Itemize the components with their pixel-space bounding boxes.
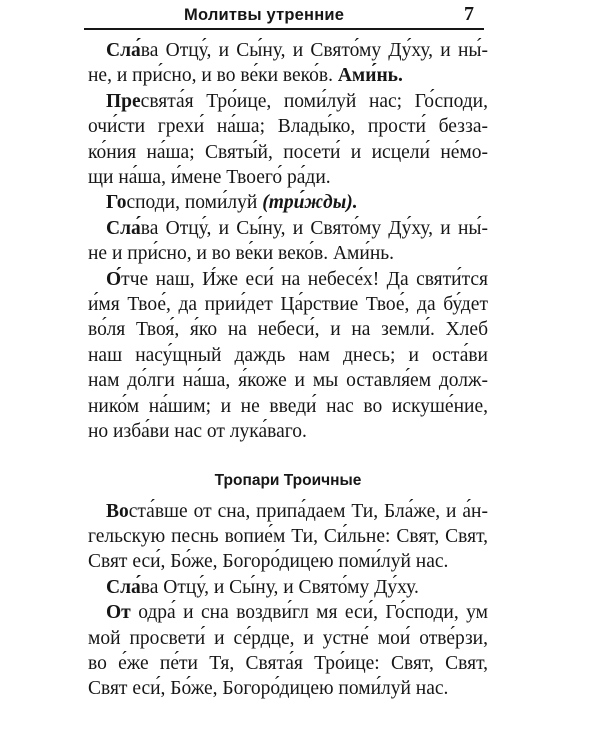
text-line: но изба́ви нас от лука́ваго. — [88, 421, 307, 443]
text-line: очи́сти грехи́ на́ша; Влады́ко, прости́ безза- — [88, 116, 488, 138]
page-number: 7 — [464, 3, 474, 25]
paragraph — [88, 190, 488, 215]
initial-letters: Сла́ — [106, 40, 141, 61]
text-line: нико́м на́шим; и не введи́ нас во искуше́ние, — [88, 395, 488, 417]
text-line: во е́же пе́ти Тя, Свята́я Тро́ице: Свят, Свят, — [88, 652, 488, 674]
text-line: нам до́лги на́ша, я́коже и мы оставля́ем долж- — [88, 370, 488, 392]
initial-letters: Во — [106, 500, 129, 522]
prayer-block — [88, 38, 488, 445]
text-line: О́тче наш, И́же еси́ на небесе́х! Да святи́тся — [106, 268, 488, 290]
section-title: Тропари Троичные — [214, 471, 362, 489]
text-line: Свят еси́, Бо́же, Богоро́дицею поми́луй нас. — [88, 551, 449, 573]
text-line: мой просвети́ и се́рдце, и устне́ мои́ отве́рзи, — [88, 627, 488, 649]
paragraph — [88, 499, 488, 575]
paragraph — [88, 38, 488, 89]
text-line: наш насу́щный даждь нам днесь; и оста́ви — [88, 344, 488, 366]
amen-word: Ами́нь. — [337, 65, 403, 87]
initial-letters: О́ — [106, 268, 122, 290]
text-line: ко́ния на́ша; Святы́й, посети́ и исцели́ не́мо- — [88, 141, 488, 163]
text-line: Господи, поми́луй (три́жды). — [106, 192, 358, 214]
rubric-note: (три́жды). — [262, 192, 358, 214]
page-header — [84, 0, 484, 30]
text-line: Сла́ва Отцу́, и Сы́ну, и Свято́му Ду́ху, и ны́- — [106, 217, 488, 239]
text-line: От одра́ и сна воздви́гл мя еси́, Го́споди, ум — [106, 602, 488, 624]
initial-letters: Сла́ — [106, 217, 141, 239]
text-line: Свят еси́, Бо́же, Богоро́дицею поми́луй нас. — [88, 678, 449, 700]
paragraph — [88, 89, 488, 191]
text-line: щи на́ша, и́мене Твоего́ ра́ди. — [88, 167, 331, 189]
text-line: Сла́ва Отцу́, и Сы́ну, и Свято́му Ду́ху. — [106, 576, 419, 598]
running-title: Молитвы утренние — [184, 6, 345, 24]
text-line: не и при́сно, и во ве́ки веко́в. Ами́нь. — [88, 243, 395, 265]
troparia-block — [88, 499, 488, 702]
initial-letters: Пре — [106, 90, 141, 112]
text-line: Сла́ва Отцу́, и Сы́ну, и Свято́му Ду́ху, и ны́- — [106, 40, 488, 61]
paragraph — [88, 216, 488, 267]
text-line: гельскую песнь вопие́м Ти, Си́льне: Свят, Свят, — [88, 525, 488, 547]
initial-letters: От — [106, 602, 131, 624]
text-line: Пресвята́я Тро́ице, поми́луй нас; Го́споди, — [106, 90, 488, 112]
paragraph — [88, 267, 488, 445]
text-line: не, и при́сно, и во ве́ки веко́в. Ами́нь. — [88, 65, 403, 87]
text-line: и́мя Твое́, да прии́дет Ца́рствие Твое́, да бу́дет — [88, 294, 488, 316]
text-line: во́ля Твоя́, я́ко на небеси́, и на земли́. Хлеб — [88, 319, 488, 341]
paragraph — [88, 600, 488, 702]
initial-letters: Го — [106, 192, 127, 214]
page-body — [88, 38, 488, 702]
initial-letters: Сла́ — [106, 576, 141, 598]
text-line: Воста́вше от сна, припа́даем Ти, Бла́же, и а́н- — [106, 500, 488, 522]
paragraph — [88, 575, 488, 600]
